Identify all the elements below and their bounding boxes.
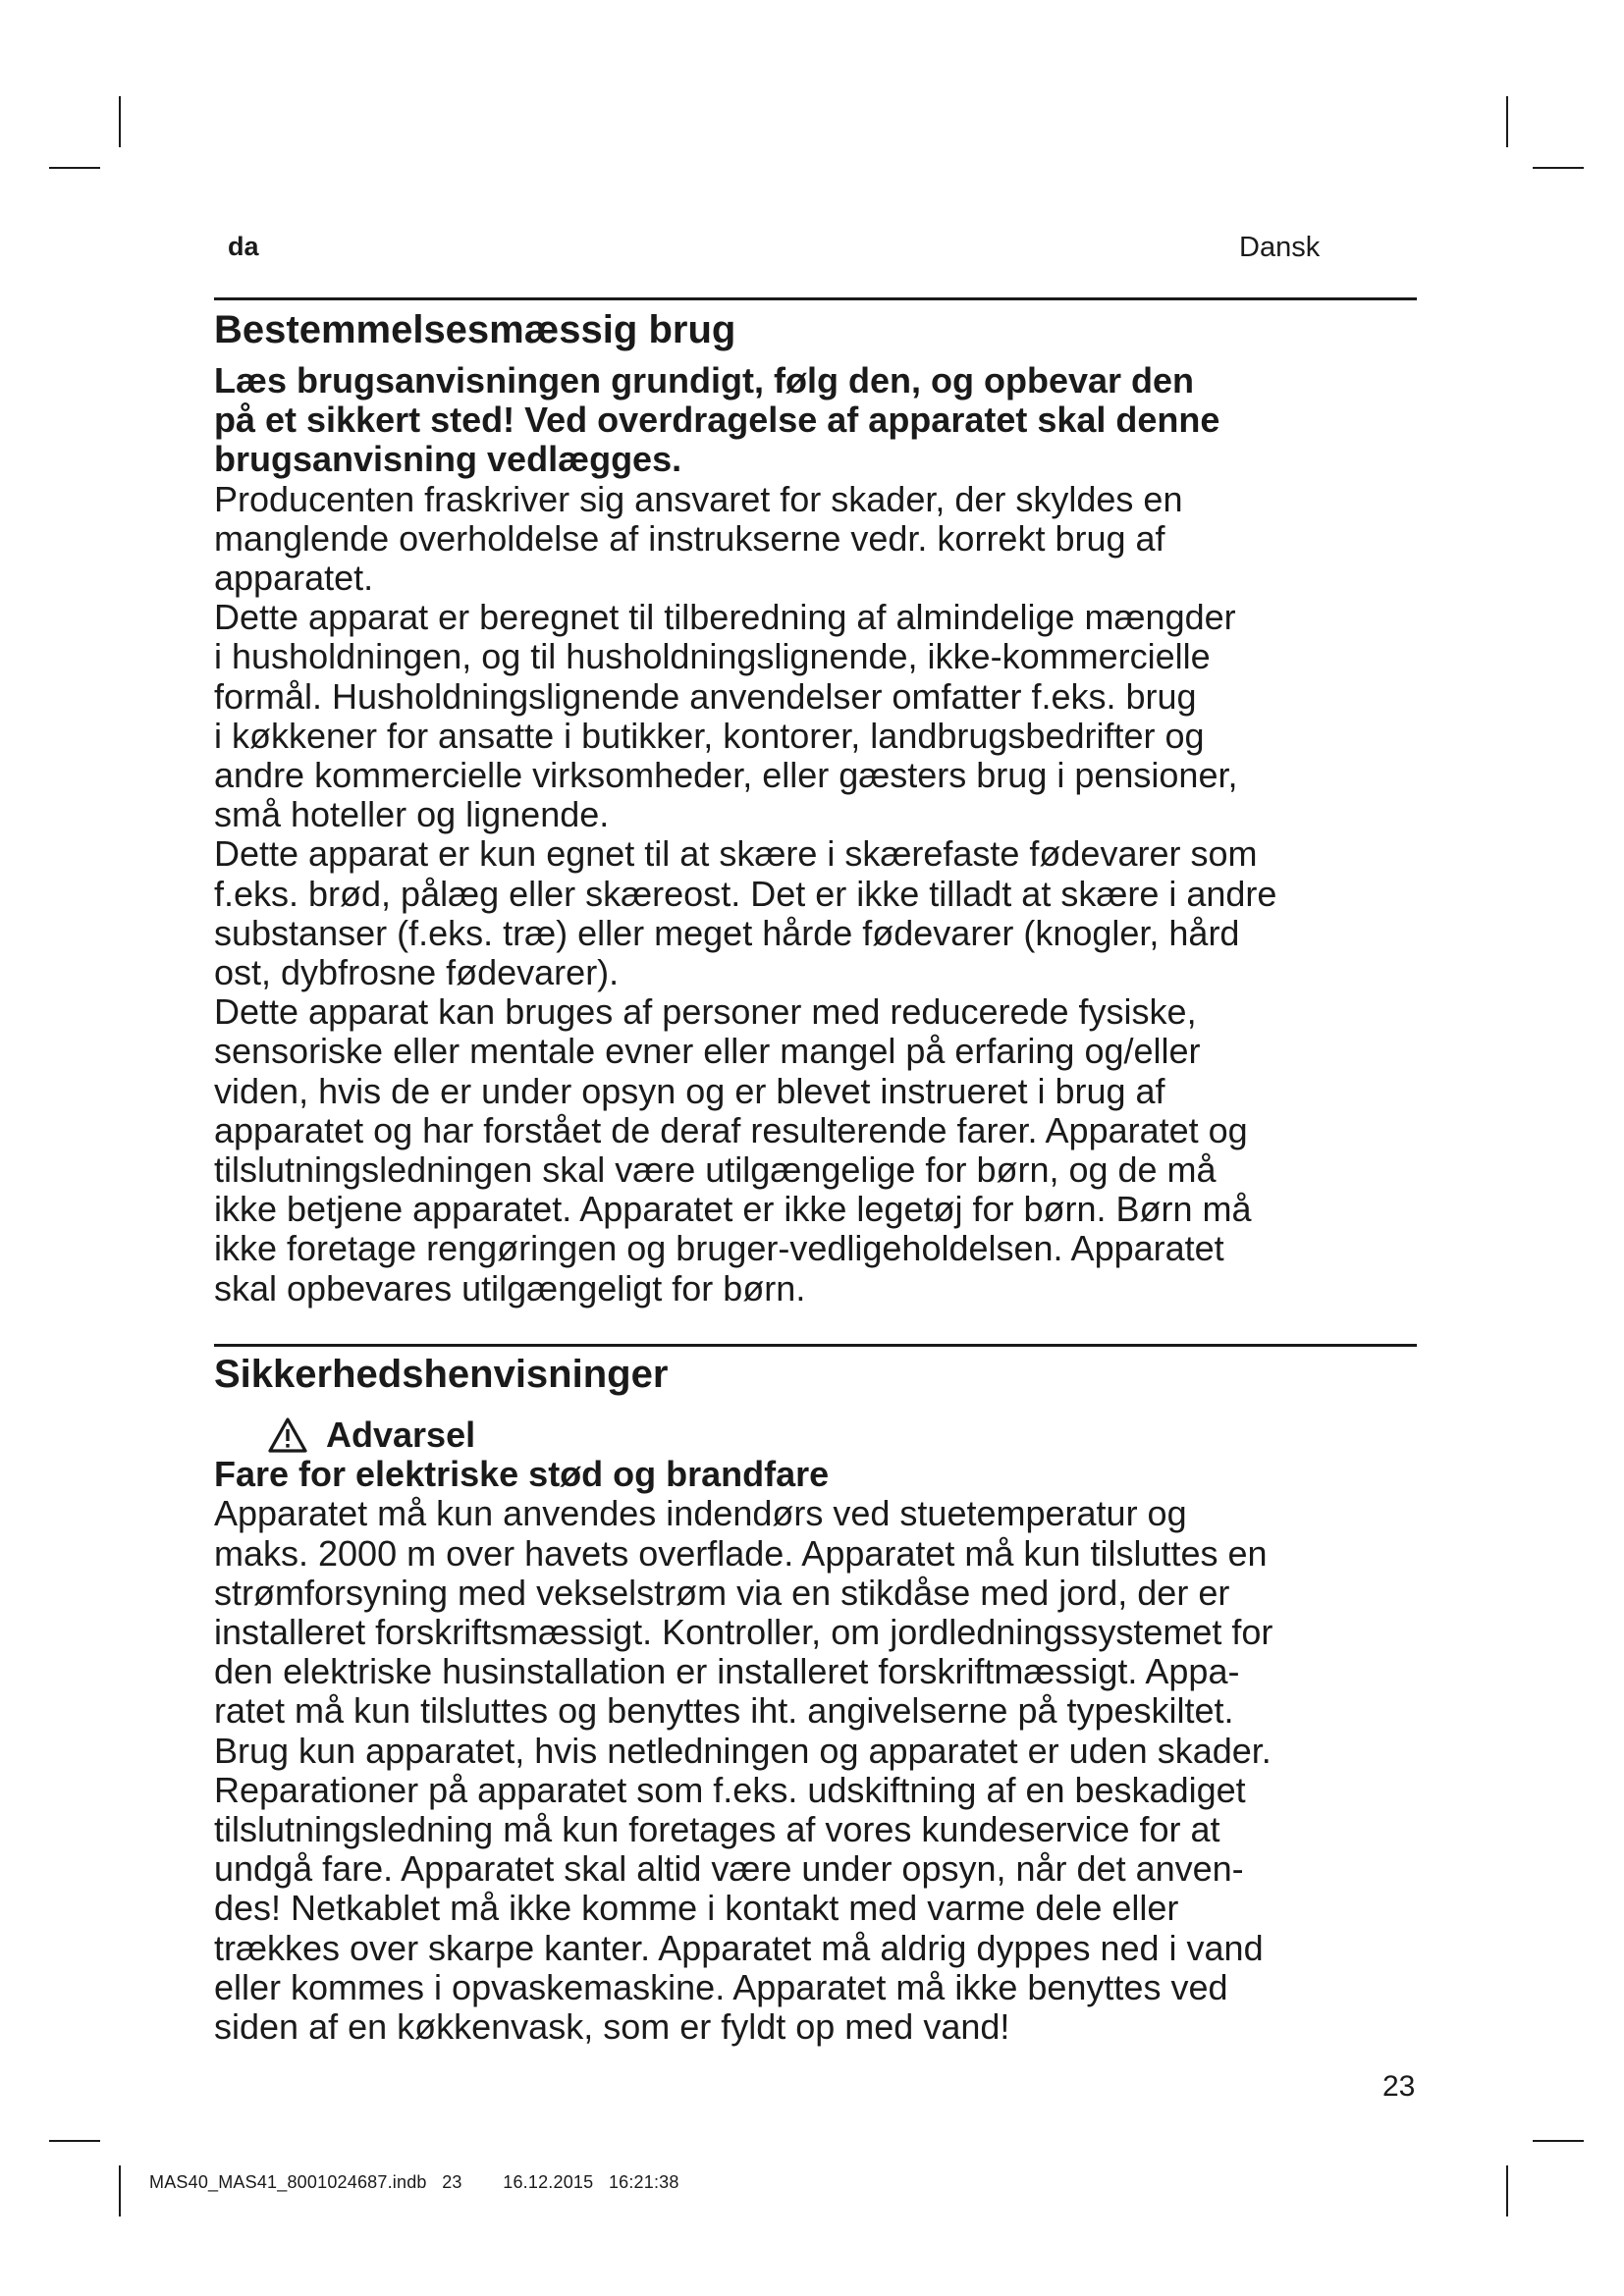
text-line: f.eks. brød, pålæg eller skæreost. Det er ikke tilladt at skære i andre <box>214 873 1277 914</box>
section-heading-safety: Sikkerhedshenvisninger <box>214 1353 669 1396</box>
text-line: Reparationer på apparatet som f.eks. udskiftning af en beskadiget <box>214 1769 1246 1810</box>
crop-mark-top-left-vertical <box>119 96 121 147</box>
intro-bold-paragraph <box>214 361 1422 480</box>
text-line: tilslutningsledning må kun foretages af vores kundeservice for at <box>214 1809 1220 1850</box>
text-line: apparatet. <box>214 558 374 599</box>
text-line: brugsanvisning vedlægges. <box>214 439 682 480</box>
hazard-subheading: Fare for elektriske stød og brandfare <box>214 1454 830 1495</box>
text-line: apparatet og har forstået de deraf resulterende farer. Apparatet og <box>214 1109 1248 1150</box>
header-rule <box>214 297 1417 300</box>
text-line: des! Netkablet må ikke komme i kontakt med varme dele eller <box>214 1888 1179 1929</box>
text-line: ikke betjene apparatet. Apparatet er ikke legetøj for børn. Børn må <box>214 1189 1252 1230</box>
text-line: trækkes over skarpe kanter. Apparatet må aldrig dyppes ned i vand <box>214 1927 1264 1968</box>
text-line: sensoriske eller mentale evner eller mangel på erfaring og/eller <box>214 1031 1201 1072</box>
text-line: Dette apparat er beregnet til tilberedning af almindelige mængder <box>214 597 1236 638</box>
text-line: ost, dybfrosne fødevarer). <box>214 952 620 993</box>
crop-mark-bottom-left-vertical <box>119 2165 121 2216</box>
crop-mark-bottom-right-horizontal <box>1533 2140 1584 2142</box>
paragraph-household-use <box>214 598 1422 834</box>
text-line: substanser (f.eks. træ) eller meget hårde fødevarer (knogler, hård <box>214 912 1240 953</box>
section-heading-intended-use: Bestemmelsesmæssig brug <box>214 308 736 351</box>
text-line: Dette apparat kan bruges af personer med reducerede fysiske, <box>214 991 1197 1033</box>
section-rule <box>214 1344 1417 1347</box>
text-line: skal opbevares utilgængeligt for børn. <box>214 1267 806 1308</box>
text-line: andre kommercielle virksomheder, eller gæsters brug i pensioner, <box>214 755 1238 796</box>
text-line: Producenten fraskriver sig ansvaret for skader, der skyldes en <box>214 478 1183 519</box>
text-line: manglende overholdelse af instrukserne vedr. korrekt brug af <box>214 517 1165 559</box>
text-line: ratet må kun tilsluttes og benyttes iht. angivelserne på typeskiltet. <box>214 1690 1234 1732</box>
text-line: Brug kun apparatet, hvis netledningen og apparatet er uden skader. <box>214 1730 1272 1771</box>
warning-triangle-icon <box>267 1416 308 1454</box>
text-line: Dette apparat er kun egnet til at skære i skærefaste fødevarer som <box>214 833 1258 875</box>
text-line: viden, hvis de er under opsyn og er blevet instrueret i brug af <box>214 1070 1165 1111</box>
text-line: formål. Husholdningslignende anvendelser omfatter f.eks. brug <box>214 675 1197 717</box>
text-line: tilslutningsledningen skal være utilgængelige for børn, og de må <box>214 1149 1217 1191</box>
warning-label: Advarsel <box>326 1415 476 1455</box>
text-line: ikke foretage rengøringen og bruger-vedligeholdelsen. Apparatet <box>214 1228 1224 1269</box>
text-line: maks. 2000 m over havets overflade. Apparatet må kun tilsluttes en <box>214 1532 1268 1574</box>
language-name: Dansk <box>1239 232 1321 263</box>
text-line: eller kommes i opvaskemaskine. Apparatet må ikke benyttes ved <box>214 1966 1228 2007</box>
paragraph-liability <box>214 480 1422 599</box>
text-line: undgå fare. Apparatet skal altid være under opsyn, når det anven- <box>214 1848 1244 1890</box>
language-code: da <box>228 232 259 261</box>
text-line: Læs brugsanvisningen grundigt, følg den, og opbevar den <box>214 360 1195 400</box>
section-safety <box>214 1351 1422 2047</box>
text-line: siden af en køkkenvask, som er fyldt op med vand! <box>214 2006 1010 2048</box>
print-slug: MAS40_MAS41_8001024687.indb 23 16.12.2015 16:21:38 <box>149 2172 679 2192</box>
warning-row <box>267 1415 1422 1455</box>
paragraph-cutting-foods <box>214 834 1422 992</box>
text-line: den elektriske husinstallation er installeret forskriftmæssigt. Appa- <box>214 1651 1240 1692</box>
text-line: i husholdningen, og til husholdningslignende, ikke-kommercielle <box>214 636 1211 677</box>
crop-mark-top-left-horizontal <box>49 167 100 169</box>
text-line: Apparatet må kun anvendes indendørs ved stuetemperatur og <box>214 1493 1187 1534</box>
crop-mark-top-right-vertical <box>1506 96 1508 147</box>
crop-mark-bottom-right-vertical <box>1506 2165 1508 2216</box>
paragraph-persons-children <box>214 992 1422 1308</box>
crop-mark-bottom-left-horizontal <box>49 2140 100 2142</box>
text-line: små hoteller og lignende. <box>214 794 610 835</box>
text-line: i køkkener for ansatte i butikker, kontorer, landbrugsbedrifter og <box>214 715 1205 756</box>
text-line: installeret forskriftsmæssigt. Kontroller, om jordledningssystemet for <box>214 1612 1273 1653</box>
text-line: strømforsyning med vekselstrøm via en stikdåse med jord, der er <box>214 1572 1230 1613</box>
text-line: på et sikkert sted! Ved overdragelse af apparatet skal denne <box>214 400 1220 441</box>
crop-mark-top-right-horizontal <box>1533 167 1584 169</box>
section-intended-use <box>214 306 1422 1308</box>
page-number: 23 <box>1382 2070 1416 2103</box>
paragraph-electrical-safety <box>214 1494 1422 2047</box>
